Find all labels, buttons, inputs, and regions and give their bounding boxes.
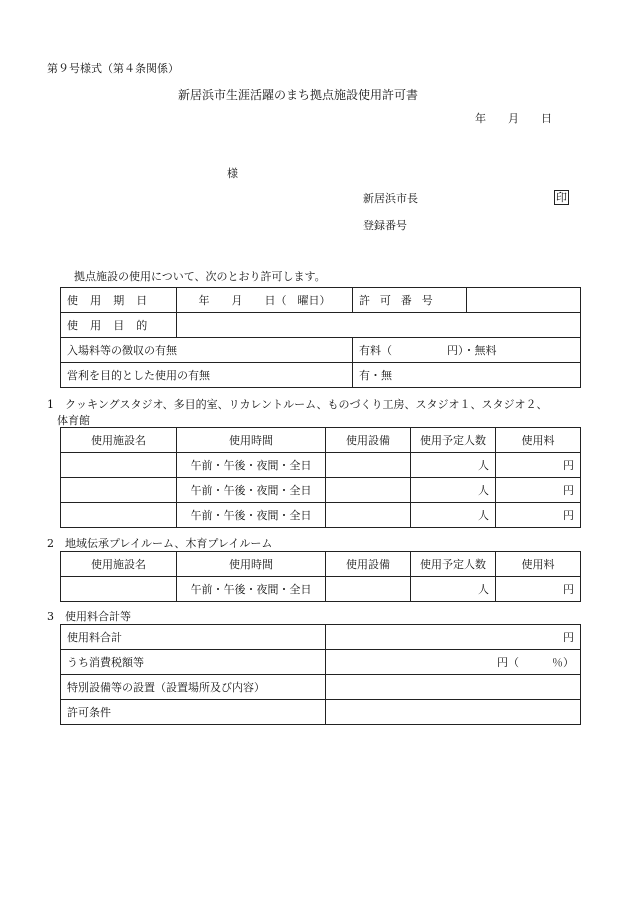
period-value: 年 月 日（ 曜日） [177,288,353,313]
equipment-field[interactable] [326,503,411,528]
conditions-field[interactable] [326,700,581,725]
header-people: 使用予定人数 [411,428,496,453]
table-row [61,577,581,602]
equipment-field[interactable] [326,577,411,602]
table-row [61,338,581,363]
people-unit[interactable]: 人 [411,478,496,503]
header-fee: 使用料 [496,428,581,453]
document-title: 新居浜市生涯活躍のまち拠点施設使用許可書 [178,88,419,102]
fee-unit[interactable]: 円 [496,577,581,602]
total-fee-unit[interactable]: 円 [326,625,581,650]
people-unit[interactable]: 人 [411,577,496,602]
section1-heading-cont: 体育館 [57,414,90,427]
addressee-suffix: 様 [227,167,238,180]
table-row [61,313,581,338]
equipment-field[interactable] [326,453,411,478]
header-time: 使用時間 [177,552,326,577]
section1-table [60,427,581,528]
total-fee-label: 使用料合計 [61,625,326,650]
table-row [61,675,581,700]
fee-unit[interactable]: 円 [496,478,581,503]
people-unit[interactable]: 人 [411,503,496,528]
facility-field[interactable] [61,577,177,602]
facility-field[interactable] [61,453,177,478]
permit-info-table [60,287,581,388]
header-facility: 使用施設名 [61,552,177,577]
table-row [61,363,581,388]
section1-heading: 1 クッキングスタジオ、多目的室、リカレントルーム、ものづくり工房、スタジオ１、スタジオ２、 [47,398,548,411]
special-equipment-label: 特別設備等の設置（設置場所及び内容） [61,675,326,700]
section2-heading: 2 地域伝承プレイルーム、木育プレイルーム [47,537,273,550]
purpose-field[interactable] [177,313,581,338]
facility-field[interactable] [61,478,177,503]
purpose-label: 使用目的 [61,313,177,338]
time-options[interactable]: 午前・午後・夜間・全日 [177,577,326,602]
table-row [61,453,581,478]
registration-label: 登録番号 [363,219,407,232]
permit-number-label: 許可番号 [353,288,467,313]
profit-value: 有・無 [353,363,581,388]
time-options[interactable]: 午前・午後・夜間・全日 [177,503,326,528]
header-facility: 使用施設名 [61,428,177,453]
profit-label: 営利を目的とした使用の有無 [61,363,353,388]
time-options[interactable]: 午前・午後・夜間・全日 [177,478,326,503]
conditions-label: 許可条件 [61,700,326,725]
header-equipment: 使用設備 [326,552,411,577]
section3-table [60,624,581,725]
table-header-row [61,428,581,453]
equipment-field[interactable] [326,478,411,503]
table-row [61,700,581,725]
header-people: 使用予定人数 [411,552,496,577]
section2-table [60,551,581,602]
permit-number-field[interactable] [467,288,581,313]
table-row [61,625,581,650]
date-line: 年 月 日 [475,112,552,125]
table-row [61,503,581,528]
facility-field[interactable] [61,503,177,528]
section3-heading: 3 使用料合計等 [47,610,131,623]
period-label: 使用期日 [61,288,177,313]
form-number: 第９号様式（第４条関係） [47,62,179,75]
admission-fee-value: 有料（ 円）・無料 [353,338,581,363]
intro-text: 拠点施設の使用について、次のとおり許可します。 [74,270,326,283]
table-row [61,288,581,313]
issuer: 新居浜市長 [363,192,418,205]
tax-unit[interactable]: 円（ ％） [326,650,581,675]
tax-label: うち消費税額等 [61,650,326,675]
special-equipment-field[interactable] [326,675,581,700]
people-unit[interactable]: 人 [411,453,496,478]
table-header-row [61,552,581,577]
admission-fee-label: 入場料等の徴収の有無 [61,338,353,363]
header-equipment: 使用設備 [326,428,411,453]
fee-unit[interactable]: 円 [496,453,581,478]
table-row [61,650,581,675]
fee-unit[interactable]: 円 [496,503,581,528]
table-row [61,478,581,503]
time-options[interactable]: 午前・午後・夜間・全日 [177,453,326,478]
header-time: 使用時間 [177,428,326,453]
seal-mark: 印 [556,191,567,204]
header-fee: 使用料 [496,552,581,577]
